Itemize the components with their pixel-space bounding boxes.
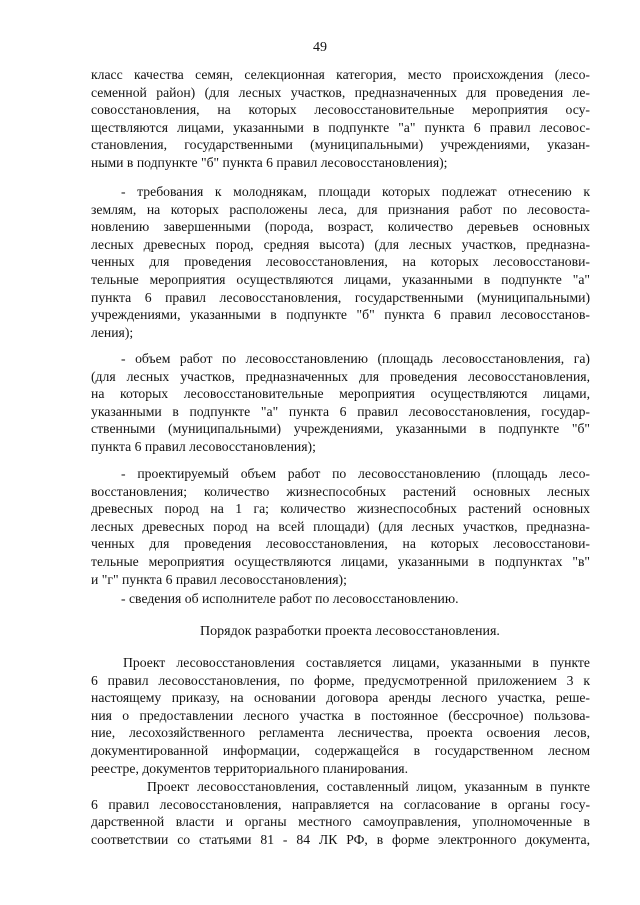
text-line: тельные мероприятия осуществляются лицами, указанными в подпункте "а" bbox=[91, 271, 590, 287]
page-number: 49 bbox=[313, 40, 327, 55]
text-line: ния о предоставлении лесного участка в постоянное (бессрочное) пользова- bbox=[91, 707, 590, 723]
text-line: учреждениями, указанными в подпункте "б" пункта 6 правил лесовосстанов- bbox=[91, 307, 590, 323]
text-line: ченных для проведения лесовосстановления, на которых лесовосстанови- bbox=[91, 536, 590, 552]
text-line: тельные мероприятия осуществляются лицами, указанными в подпунктах "в" bbox=[91, 553, 590, 569]
text-line: ществляются лицами, указанными в подпункте "а" пункта 6 правил лесовос- bbox=[91, 119, 590, 135]
paragraph-contractor-info bbox=[91, 590, 590, 608]
text-line: ние, лесохозяйственного регламента лесничества, проекта освоения лесов, bbox=[91, 725, 590, 741]
text-line: указанными в подпункте "а" пункта 6 правил лесовосстановления, государ- bbox=[91, 403, 590, 419]
paragraph-projected-volume bbox=[91, 465, 590, 588]
text-line: ными в подпункте "б" пункта 6 правил лесовосстановления); bbox=[91, 154, 448, 170]
text-line: класс качества семян, селекционная категория, место происхождения (лесо- bbox=[91, 67, 590, 82]
text-line: (для лесных участков, предназначенных для проведения лесовосстановления, bbox=[91, 368, 590, 384]
text-line: и "г" пункта 6 правил лесовосстановления); bbox=[91, 571, 347, 587]
paragraph-project-approval bbox=[91, 778, 590, 848]
text-line: - объем работ по лесовосстановлению (площадь лесовосстановления, га) bbox=[121, 351, 590, 366]
paragraph-work-volume bbox=[91, 350, 590, 456]
text-line: лесных древесных пород, средняя высота) (для лесных участков, предназна- bbox=[91, 236, 590, 252]
text-line: - требования к молоднякам, площади которых подлежат отнесению к bbox=[121, 184, 590, 199]
text-line: становления, государственными (муниципальными) учреждениями, указан- bbox=[91, 137, 590, 153]
text-line: 6 правил лесовосстановления, направляется на согласование в органы госу- bbox=[91, 796, 590, 812]
text-line: ственными (муниципальными) учреждениями, указанными в подпункте "б" bbox=[91, 421, 590, 437]
text-line: Проект лесовосстановления, составленный лицом, указанным в пункте bbox=[147, 779, 590, 794]
text-line: на которых лесовосстановительные мероприятия осуществляются лицами, bbox=[91, 386, 590, 402]
text-line: дарственной власти и органы местного самоуправления, уполномоченные в bbox=[91, 814, 590, 830]
text-line: новлению завершенными (порода, возраст, количество деревьев основных bbox=[91, 219, 590, 235]
text-line: документированной информации, содержащейся в государственном лесном bbox=[91, 742, 590, 758]
text-line: семенной район) (для лесных участков, предназначенных для проведения ле- bbox=[91, 84, 590, 100]
text-line: 6 правил лесовосстановления, по форме, предусмотренной приложением 3 к bbox=[91, 672, 590, 688]
text-line: - проектируемый объем работ по лесовосстановлению (площадь лесо- bbox=[121, 466, 590, 481]
paragraph-project-preparation bbox=[91, 654, 590, 777]
text-line: ченных для проведения лесовосстановления, на которых лесовосстанови- bbox=[91, 254, 590, 270]
text-line: пункта 6 правил лесовосстановления); bbox=[91, 438, 316, 454]
text-line: землям, на которых расположены леса, для признания работ по лесовоста- bbox=[91, 201, 590, 217]
text-line: лесных древесных пород на всей площади) (для лесных участков, предназна- bbox=[91, 518, 590, 534]
text-line: соответствии со статьями 81 - 84 ЛК РФ, в форме электронного документа, bbox=[91, 831, 590, 847]
text-line: реестре, документов территориального планирования. bbox=[91, 760, 408, 776]
paragraph-young-stand-requirements bbox=[91, 183, 590, 341]
section-heading: Порядок разработки проекта лесовосстановления. bbox=[200, 624, 500, 639]
paragraph-seed-quality bbox=[91, 66, 590, 172]
text-line: - сведения об исполнителе работ по лесовосстановлению. bbox=[121, 591, 459, 606]
text-line: древесных пород на 1 га; количество жизнеспособных растений основных bbox=[91, 501, 590, 517]
text-line: пункта 6 правил лесовосстановления, государственными (муниципальными) bbox=[91, 289, 590, 305]
text-line: Проект лесовосстановления составляется лицами, указанными в пункте bbox=[123, 655, 590, 670]
text-line: настоящему приказу, на основании договора аренды лесного участка, реше- bbox=[91, 690, 590, 706]
text-line: ления); bbox=[91, 324, 134, 340]
text-line: совосстановления, на которых лесовосстановительные мероприятия осу- bbox=[91, 102, 590, 118]
text-line: восстановления; количество жизнеспособных растений основных лесных bbox=[91, 483, 590, 499]
